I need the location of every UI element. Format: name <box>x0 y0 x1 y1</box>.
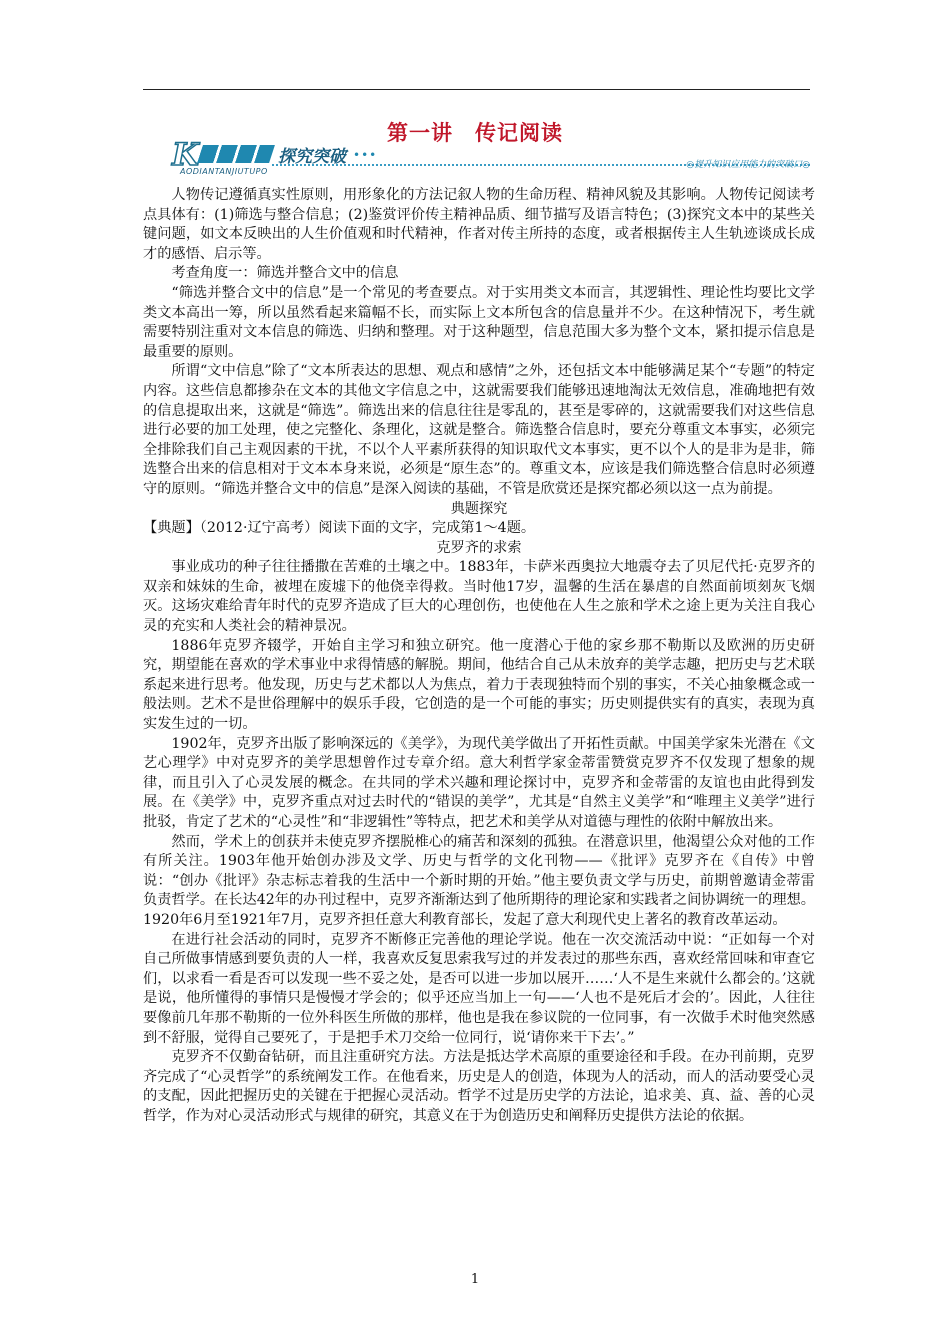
intro-paragraph: 人物传记遵循真实性原则，用形象化的方法记叙人物的生命历程、精神风貌及其影响。人物传记阅读考点具体有：(1)筛选与整合信息；(2)鉴赏评价传主精神品质、细节描写及语言特色；(3)探究文本中的某些关键问题，如文本反映出的人生价值观和时代精神，作者对传主所持的态度，或者根据传主人生轨迹谈成长成才的感悟、启示等。 <box>143 187 815 262</box>
document-body <box>143 186 815 1127</box>
question-prompt: 【典题】（2012·辽宁高考）阅读下面的文字，完成第1～4题。 <box>143 520 536 537</box>
passage-title: 克罗齐的求索 <box>436 539 522 556</box>
subsection-heading: 典题探究 <box>450 500 508 517</box>
banner-label: 探究突破 <box>278 147 346 167</box>
banner-bars-decoration <box>197 145 275 163</box>
passage-paragraph: 1902年，克罗齐出版了影响深远的《美学》，为现代美学做出了开拓性贡献。中国美学家朱光潜在《文艺心理学》中对克罗齐的美学思想曾作过专章介绍。意大利哲学家金蒂雷赞赏克罗齐不仅发现了想象的规律，而且引入了心灵发展的概念。在共同的学术兴趣和理论探讨中，克罗齐和金蒂雷的友谊也由此得到发展。在《美学》中，克罗齐重点对过去时代的“错误的美学”，尤其是“自然主义美学”和“唯理主义美学”进行批驳，肯定了艺术的“心灵性”和“非逻辑性”等特点，把艺术和美学从对道德与理性的依附中解放出来。 <box>143 735 815 830</box>
section-banner <box>172 137 810 178</box>
passage-paragraph: 克罗齐不仅勤奋钻研，而且注重研究方法。方法是抵达学术高原的重要途径和手段。在办刊前期，克罗齐完成了“心灵哲学”的系统阐发工作。在他看来，历史是人的创造，体现为人的活动，而人的活动要受心灵的支配，因此把握历史的关键在于把握心灵活动。哲学不过是历史学的方法论，追求美、真、益、善的心灵哲学，作为对心灵活动形式与规律的研究，其意义在于为创造历史和阐释历史提供方法论的依据。 <box>143 1049 815 1124</box>
passage-paragraph: 事业成功的种子往往播撒在苦难的土壤之中。1883年，卡萨米西奥拉大地震夺去了贝尼代托·克罗齐的双亲和妹妹的生命，被埋在废墟下的他侥幸得救。当时他17岁，温馨的生活在暴虐的自然面前顷刻灰飞烟灭。这场灾难给青年时代的克罗齐造成了巨大的心理创伤，也使他在人生之旅和学术之途上更为关注自我心灵的充实和人类社会的精神景况。 <box>143 559 815 635</box>
passage-paragraph: 在进行社会活动的同时，克罗齐不断修正完善他的理论学说。他在一次交流活动中说：“正如每一个对自己所做事情感到要负责的人一样，我喜欢反复思索我写过的并发表过的那些东西，喜欢经常回味和审查它们，以求看一看是否可以发现一些不妥之处，是否可以进一步加以展开……‘人不是生来就什么都会的。’这就是说，他所懂得的事情只是慢慢才学会的；似乎还应当加上一句——‘人也不是死后才会的’。因此，人往往要像前几年那不勒斯的一位外科医生所做的那样，他也是我在参议院的一位同事，有一次做手术时他突然感到不舒服，觉得自己要死了，于是把手术刀交给一位同行，说‘请你来干下去’。” <box>143 931 815 1046</box>
lesson-title: 第一讲 传记阅读 <box>387 121 563 145</box>
banner-k-logo: K <box>172 137 199 173</box>
body-paragraph: “筛选并整合文中的信息”是一个常见的考查要点。对于实用类文本而言，其逻辑性、理论性均要比文学类文本高出一筹，所以虽然看起来篇幅不长，而实际上文本所包含的信息量并不少。在这种情况下，考生就需要特别注重对文本信息的筛选、归纳和整理。对于这种题型，信息范围大多为整个文本，紧扣提示信息是最重要的原则。 <box>143 284 815 360</box>
passage-paragraph: 1886年克罗齐辍学，开始自主学习和独立研究。他一度潜心于他的家乡那不勒斯以及欧洲的历史研究，期望能在喜欢的学术事业中求得情感的解脱。期间，他结合自己从未放弃的美学志趣，把历史与艺术联系起来进行思考。他发现，历史与艺术都以人为焦点，着力于表现独特而个别的事实，不关心抽象概念或一般法则。艺术不是世俗理解中的娱乐手段，它创造的是一个可能的事实；历史则提供实有的真实，表现为真实发生过的一切。 <box>143 637 815 733</box>
banner-right-caption: ◎提升知识应用能力的突破口◎ <box>686 160 810 170</box>
banner-dots-icon: ••• <box>353 148 378 162</box>
page-number: 1 <box>470 1272 480 1287</box>
header-rule <box>143 89 810 90</box>
body-paragraph: 所谓“文中信息”除了“文本所表达的思想、观点和感情”之外，还包括文本中能够满足某个“专题”的特定内容。这些信息都掺杂在文本的其他文字信息之中，这就需要我们能够迅速地淘汰无效信息，准确地把有效的信息提取出来，这就是“筛选”。筛选出来的信息往往是零乱的，甚至是零碎的，这就需要我们对这些信息进行必要的加工处理，使之完整化、条理化，这就是整合。筛选整合信息时，要充分尊重文本事实，必须完全排除我们自己主观因素的干扰，不以个人平素所获得的知识取代文本事实，更不以个人的是非为是非，筛选整合出来的信息相对于文本本身来说，必须是“原生态”的。尊重文本，应该是我们筛选整合信息时必须遵守的原则。“筛选并整合文中的信息”是深入阅读的基础，不管是欣赏还是探究都必须以这一点为前提。 <box>143 363 815 497</box>
passage-paragraph: 然而，学术上的创获并未使克罗齐摆脱椎心的痛苦和深刻的孤独。在潜意识里，他渴望公众对他的工作有所关注。1903年他开始创办涉及文学、历史与哲学的文化刊物——《批评》克罗齐在《自传》中曾说：“创办《批评》杂志标志着我的生活中一个新时期的开始。”他主要负责文学与历史，前期曾邀请金蒂雷负责哲学。在长达42年的办刊过程中，克罗齐渐渐达到了他所期待的理论家和实践者之间协调统一的理想。1920年6月至1921年7月，克罗齐担任意大利教育部长，发起了意大利现代史上著名的教育改革运动。 <box>143 833 815 928</box>
section-heading: 考查角度一：筛选并整合文中的信息 <box>171 265 399 282</box>
banner-subtitle: AODIANTANJIUTUPO <box>180 167 268 176</box>
